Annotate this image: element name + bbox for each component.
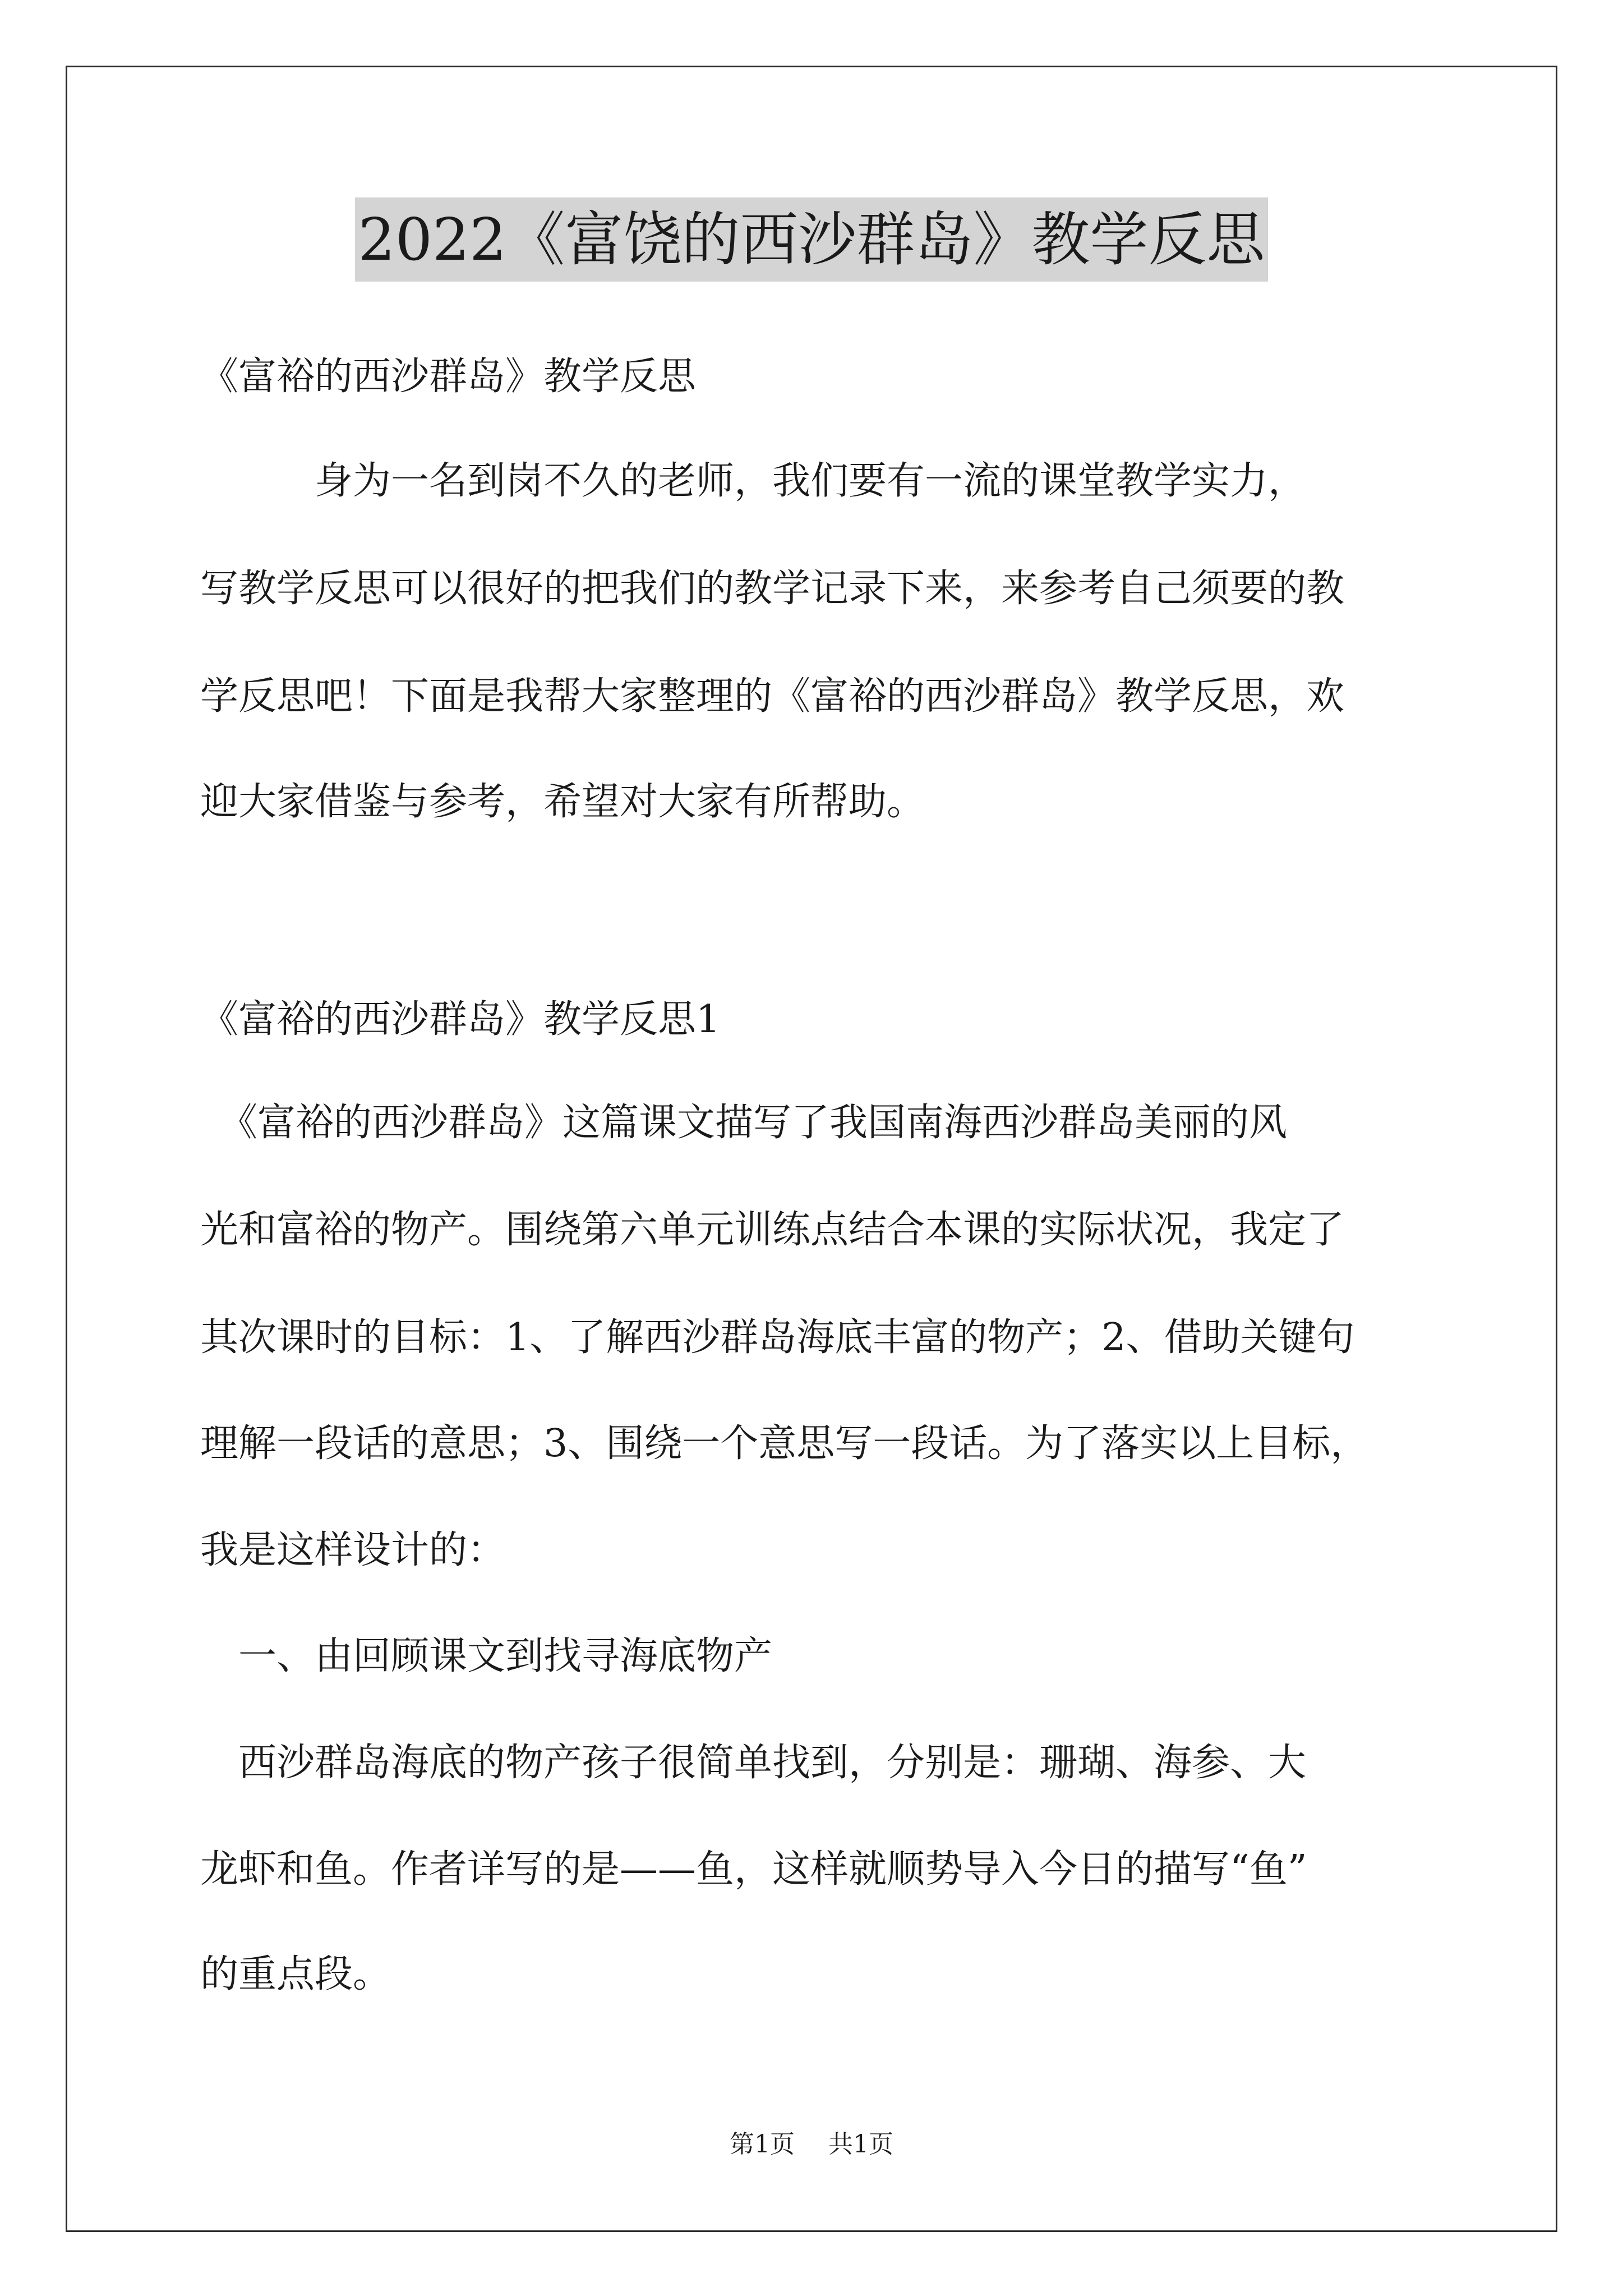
section-heading-1: 《富裕的西沙群岛》教学反思1 [200, 997, 721, 1042]
title-container [0, 197, 1623, 282]
body-line: 迎大家借鉴与参考，希望对大家有所帮助。 [200, 780, 925, 824]
body-line: 身为一名到岗不久的老师，我们要有一流的课堂教学实力， [200, 459, 1307, 503]
body-line: 龙虾和鱼。作者详写的是——鱼，这样就顺势导入今日的描写“鱼” [200, 1847, 1307, 1892]
body-line: 理解一段话的意思；3、围绕一个意思写一段话。为了落实以上目标， [200, 1421, 1369, 1466]
body-line: 《富裕的西沙群岛》这篇课文描写了我国南海西沙群岛美丽的风 [200, 1101, 1288, 1145]
body-line: 的重点段。 [200, 1952, 391, 1996]
body-line: 光和富裕的物产。围绕第六单元训练点结合本课的实际状况，我定了 [200, 1208, 1345, 1252]
section-heading-intro: 《富裕的西沙群岛》教学反思 [200, 355, 697, 399]
page-number: 第1页 [730, 2130, 795, 2159]
body-line: 其次课时的目标：1、了解西沙群岛海底丰富的物产；2、借助关键句 [200, 1315, 1355, 1360]
document-title: 2022《富饶的西沙群岛》教学反思 [355, 197, 1269, 282]
page-total: 共1页 [828, 2130, 893, 2159]
body-line: 西沙群岛海底的物产孩子很简单找到，分别是：珊瑚、海参、大 [200, 1741, 1307, 1785]
body-line: 写教学反思可以很好的把我们的教学记录下来，来参考自己须要的教 [200, 567, 1345, 611]
body-line: 我是这样设计的： [200, 1528, 506, 1572]
body-line: 学反思吧！下面是我帮大家整理的《富裕的西沙群岛》教学反思，欢 [200, 674, 1345, 719]
subheading-line: 一、由回顾课文到找寻海底物产 [200, 1634, 773, 1678]
page-footer [0, 2128, 1623, 2161]
